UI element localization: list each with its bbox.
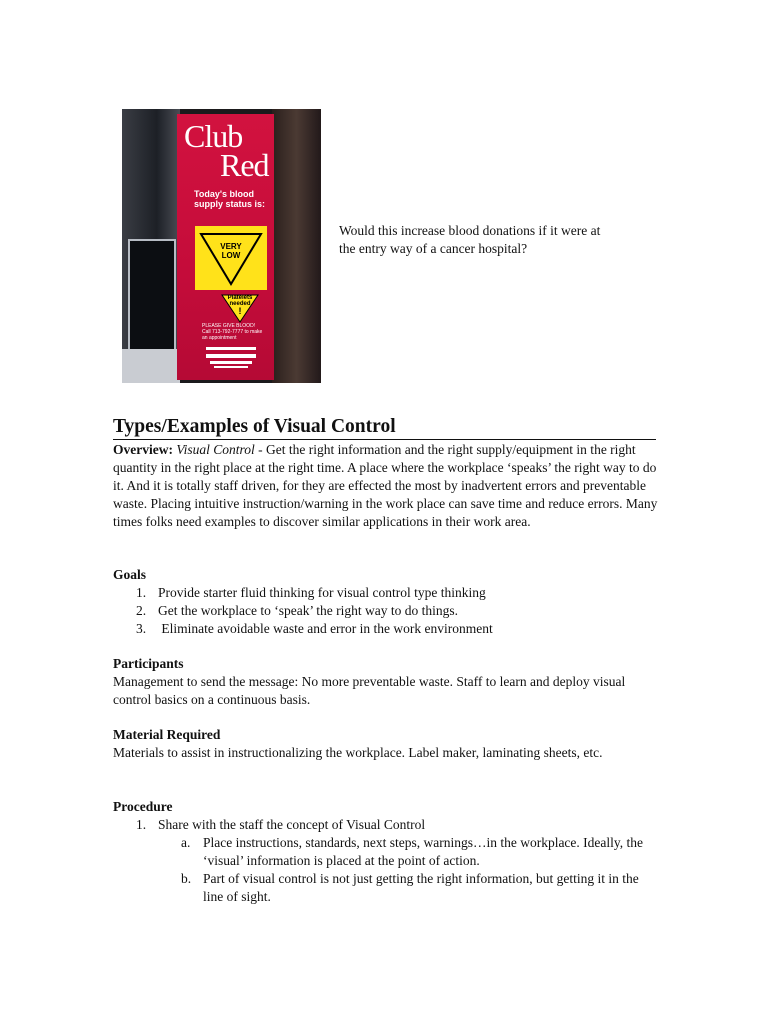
door-glass <box>128 239 176 363</box>
banner-title-club: Club <box>184 118 243 154</box>
banner-please-text: PLEASE GIVE BLOOD! Call 713-792-7777 to make an appointment <box>202 323 263 341</box>
procedure-label: Procedure <box>113 799 173 814</box>
status-level <box>214 242 248 260</box>
platelets-mark: ! <box>238 306 242 316</box>
procedure-substep-text: Part of visual control is not just getting the right information, but getting it in the line of sight. <box>203 871 639 904</box>
platelets-label: Platelets needed <box>227 295 253 307</box>
goal-number: 3. <box>136 621 147 636</box>
goal-item <box>136 602 458 620</box>
procedure-substep-number: a. <box>181 835 191 850</box>
step-text: Share with the staff the concept of Visual Control <box>158 817 426 832</box>
door-base <box>122 349 180 383</box>
section-heading: Types/Examples of Visual Control <box>113 415 656 440</box>
goal-item <box>136 620 493 638</box>
procedure-substep-text: Place instructions, standards, next steps, warnings…in the workplace. Ideally, the ‘visual’ information is placed at the point of action. <box>203 835 644 868</box>
material-label: Material Required <box>113 727 221 742</box>
banner-title-red: Red <box>220 147 269 183</box>
overview-text: - Get the right information and the right supply/equipment in the right quantity in the right place at the right time. A place where the workplace ‘speaks’ the right way to do it. And it is totally staff driven, for they are effected the most by inadvertent errors and preventable waste. Placing intuitive instruction/warning in the work place can save time and reduce errors. Many times folks need examples to discover similar applications in their work area. <box>113 442 658 529</box>
procedure-substep-number: b. <box>181 871 192 886</box>
goal-text: Get the workplace to ‘speak’ the right way to do things. <box>158 603 459 618</box>
overview-term: Visual Control <box>176 442 255 457</box>
photo-caption: Would this increase blood donations if it were at the entry way of a cancer hospital? <box>339 223 601 256</box>
banner-status-text: Today's blood supply status is: <box>194 189 266 209</box>
goal-number: 1. <box>136 585 147 600</box>
platelets-needed-text <box>226 295 254 316</box>
club-red-photo <box>122 109 321 383</box>
goals-label: Goals <box>113 567 147 582</box>
goal-text: Provide starter fluid thinking for visual control type thinking <box>158 585 486 600</box>
overview-paragraph <box>113 441 658 531</box>
material-text: Materials to assist in instructionalizing the workplace. Label maker, laminating sheets, etc. <box>113 745 603 760</box>
step-number: 1. <box>136 817 147 832</box>
procedure-step <box>136 816 425 834</box>
participants-label: Participants <box>113 656 184 671</box>
goal-item <box>136 584 486 602</box>
overview-label: Overview: <box>113 442 173 457</box>
participants-text: Management to send the message: No more preventable waste. Staff to learn and deploy visual control basics on a continuous basis. <box>113 674 626 707</box>
goal-number: 2. <box>136 603 147 618</box>
md-anderson-logo-icon <box>206 347 256 369</box>
status-level-line1: VERY <box>220 242 242 251</box>
goal-text: Eliminate avoidable waste and error in the work environment <box>158 621 493 636</box>
status-level-line2: LOW <box>221 251 241 260</box>
wall-right <box>272 109 321 383</box>
